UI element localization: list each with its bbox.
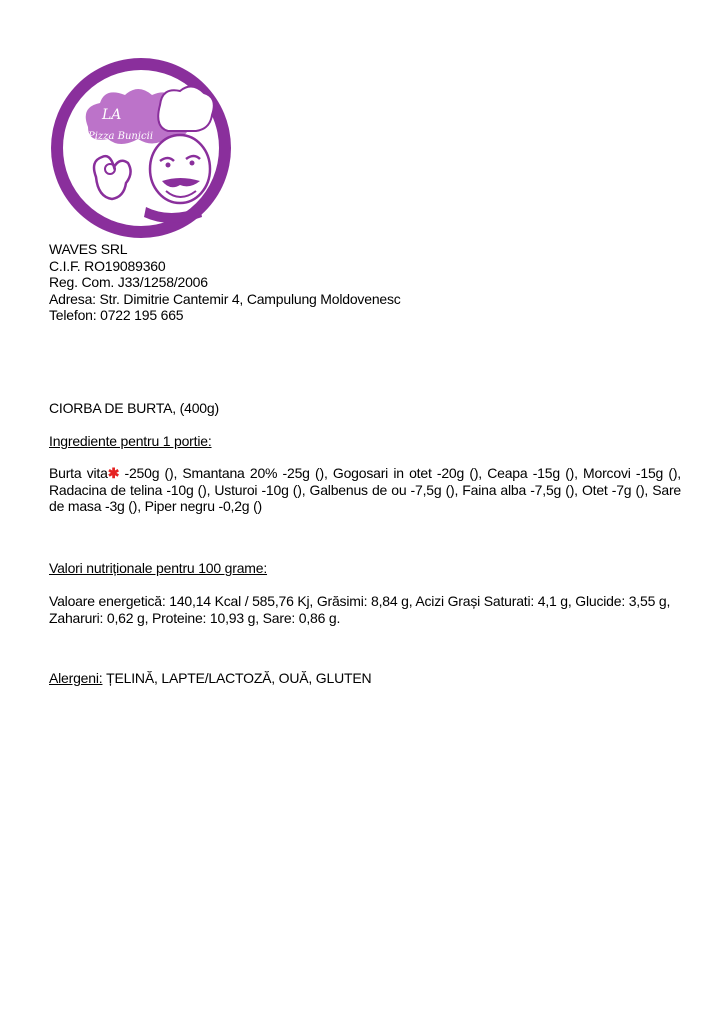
logo-text-mid: Pizza Bunicii [88, 131, 154, 142]
chef-logo-icon [50, 57, 232, 239]
nutrition-heading: Valori nutriționale pentru 100 grame: [49, 560, 268, 576]
company-phone: Telefon: 0722 195 665 [49, 307, 184, 323]
company-name: WAVES SRL [49, 241, 128, 257]
ingredient-first: Burta vita [49, 465, 108, 481]
ingredients-rest: -250g (), Smantana 20% -25g (), Gogosari in otet -20g (), Ceapa -15g (), Morcovi -15g (), Radacina de telina -10g (), Usturoi -10g (), Galbenus de ou -7,5g (), Faina alba -7,5g (), Otet -7g (), Sare de masa -3g (), Piper negru -0,2g () [49, 465, 681, 514]
allergens-list: ȚELINĂ, LAPTE/LACTOZĂ, OUĂ, GLUTEN [102, 670, 372, 686]
allergens-label: Alergeni: [49, 670, 103, 686]
company-reg: Reg. Com. J33/1258/2006 [49, 274, 208, 290]
company-cif: C.I.F. RO19089360 [49, 257, 166, 274]
ingredients-list [49, 465, 681, 515]
ingredients-heading: Ingrediente pentru 1 portie: [49, 433, 212, 449]
nutrition-values: Valoare energetică: 140,14 Kcal / 585,76 Kj, Grăsimi: 8,84 g, Acizi Grași Saturati: 4,1 g, Glucide: 3,55 g, Zaharuri: 0,62 g, Proteine: 10,93 g, Sare: 0,86 g. [49, 593, 671, 626]
company-address: Adresa: Str. Dimitrie Cantemir 4, Campulung Moldovenesc [49, 290, 401, 307]
logo-text-top: LA [102, 107, 122, 123]
allergen-marker-icon: ✱ [107, 465, 120, 481]
restaurant-logo [50, 57, 232, 239]
allergens-line [49, 670, 681, 687]
company-info [49, 241, 401, 324]
product-title: CIORBA DE BURTA, (400g) [49, 400, 219, 416]
